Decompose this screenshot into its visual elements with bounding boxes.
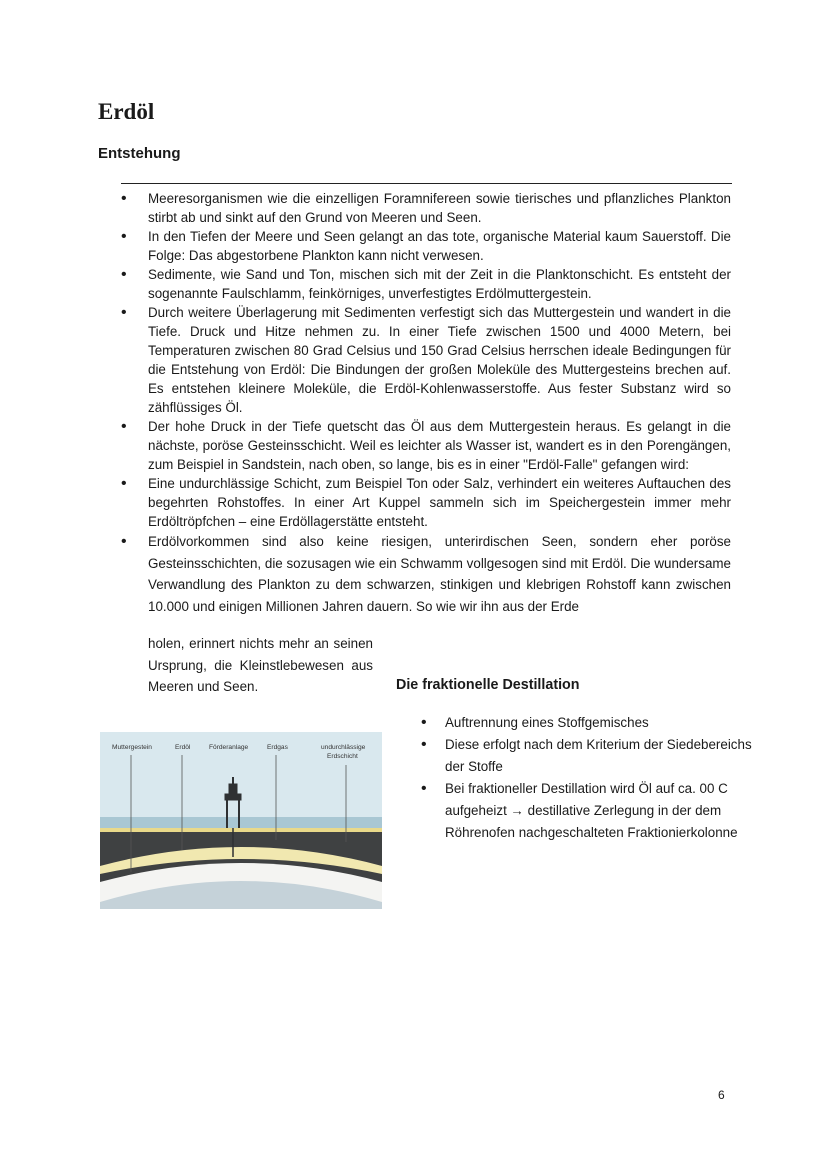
page-number: 6 [718,1088,725,1102]
list-item: • Meeresorganismen wie die einzelligen Foramnifereen sowie tierisches und pflanzliches Plankton stirbt ab und sinkt auf den Grund von Meeren und Seen. [121,189,731,227]
oil-deposit-diagram [100,732,382,909]
list-item: • Eine undurchlässige Schicht, zum Beispiel Ton oder Salz, verhindert ein weiteres Auftauchen des begehrten Rohstoffes. In einer Art Kuppel sammeln sich im Speichergestein immer mehr Erdöltröpfchen – eine Erdöllagerstätte entsteht. [121,474,731,531]
label-foerderanlage: Förderanlage [209,744,249,751]
label-erdgas: Erdgas [267,744,288,751]
list-item: • Durch weitere Überlagerung mit Sedimenten verfestigt sich das Muttergestein und wandert in die Tiefe. Druck und Hitze nehmen zu. In einer Tiefe zwischen 1500 und 4000 Metern, bei Temperaturen zwischen 80 Grad Celsius und 150 Grad Celsius herrschen ideale Bedingungen für die Entstehung von Erdöl: Die Bindungen der großen Moleküle des Muttergesteins brechen auf. Es entstehen kleinere Moleküle, die Erdöl-Kohlenwasserstoffe. Aus fester Substanz wird so zähflüssiges Öl. [121,303,731,417]
list-item: • In den Tiefen der Meere und Seen gelangt an das tote, organische Material kaum Sauerstoff. Die Folge: Das abgestorbene Plankton kann nicht verwesen. [121,227,731,265]
entstehung-list [121,189,731,617]
label-erdoel: Erdöl [175,744,191,751]
page-title: Erdöl [98,99,155,124]
list-item: • Sedimente, wie Sand und Ton, mischen sich mit der Zeit in die Planktonschicht. Es entsteht der sogenannte Faulschlamm, feinkörniges, unverfestigtes Erdölmuttergestein. [121,265,731,303]
section-title: Entstehung [98,145,181,162]
list-item: • Der hohe Druck in der Tiefe quetscht das Öl aus dem Muttergestein heraus. Es gelangt in die nächste, poröse Gesteinsschicht. Weil es leichter als Wasser ist, wandert es in den Porengängen, zum Beispiel in Sandstein, nach oben, so lange, bis es in einer "Erdöl-Falle" gefangen wird: [121,417,731,474]
sand-band [100,828,382,832]
list-item: • Bei fraktioneller Destillation wird Öl auf ca. 00 C aufgeheizt → destillative Zerlegung in der dem Röhrenofen nachgeschalteten Fraktionierkolonne [421,778,761,844]
label-erdschicht-2: Erdschicht [327,753,358,760]
label-erdschicht: undurchlässige [321,744,366,751]
list-item: • Diese erfolgt nach dem Kriterium der Siedebereichs der Stoffe [421,734,761,778]
destillation-list [421,712,761,844]
destillation-title: Die fraktionelle Destillation [396,677,580,693]
table-rule [121,183,732,184]
list-item: • Erdölvorkommen sind also keine riesigen, unterirdischen Seen, sondern eher poröse Gesteinsschichten, die sozusagen wie ein Schwamm vollgesogen sind mit Erdöl. Die wundersame Verwandlung des Plankton zu dem schwarzen, stinkigen und klebrigen Rohstoff kann zwischen 10.000 und einigen Millionen Jahren dauern. So wie wir ihn aus der Erde [121,531,731,617]
list-item-continuation: holen, erinnert nichts mehr an seinen Ursprung, die Kleinstlebewesen aus Meeren und Seen. [148,636,373,694]
label-muttergestein: Muttergestein [112,744,152,751]
list-item: • Auftrennung eines Stoffgemisches [421,712,761,734]
